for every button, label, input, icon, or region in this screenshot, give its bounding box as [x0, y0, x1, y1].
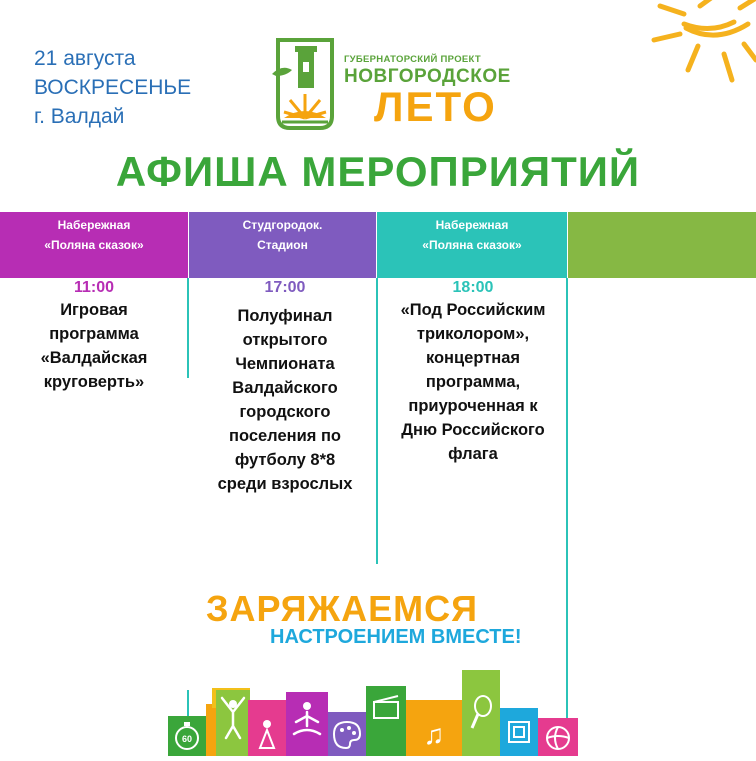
singer-icon: [248, 700, 286, 756]
venue-3-line1: Набережная: [435, 218, 509, 232]
event-column-1: [4, 278, 184, 394]
volleyball-icon: [538, 718, 578, 756]
venue-2-line2: Стадион: [257, 238, 308, 252]
clapperboard-icon: [366, 686, 406, 756]
event-3-description: [382, 298, 564, 466]
event-column-2: [194, 278, 376, 496]
column-divider: [566, 278, 568, 756]
tile-cinema: [366, 686, 406, 756]
event-1-description: [4, 298, 184, 394]
event-weekday: ВОСКРЕСЕНЬЕ: [34, 76, 192, 99]
desc-line: «Под Российским: [400, 301, 546, 319]
slogan-line2: НАСТРОЕНИЕМ ВМЕСТЕ!: [270, 626, 522, 648]
event-1-time: 11:00: [73, 279, 115, 296]
tile-music: [406, 700, 462, 756]
tennis-racket-icon: [462, 670, 500, 756]
desc-line: поселения по: [229, 427, 341, 445]
desc-line: флага: [448, 445, 498, 463]
desc-line: Валдайского: [232, 379, 338, 397]
column-divider: [376, 278, 378, 564]
picture-frame-icon: [500, 708, 538, 756]
desc-line: городского: [239, 403, 331, 421]
tile-palette: [328, 712, 366, 756]
venue-header-2: [189, 212, 376, 278]
decorative-header-band: [568, 212, 756, 278]
page-title: АФИША МЕРОПРИЯТИЙ: [115, 148, 641, 195]
tile-frame: [500, 708, 538, 756]
venue-2-line1: Студгородок.: [242, 218, 323, 232]
desc-line: программа,: [425, 373, 521, 391]
tile-racket: [462, 670, 500, 756]
desc-line: Дню Российского: [401, 421, 545, 439]
tile-pink: [248, 700, 286, 756]
event-city: г. Валдай: [34, 105, 125, 128]
venue-header-1: [0, 212, 188, 278]
event-3-time: 18:00: [452, 279, 494, 296]
novgorod-summer-logo: [268, 36, 511, 132]
tile-ball: [538, 718, 578, 756]
desc-line: Игровая: [60, 301, 128, 319]
venue-3-line2: «Поляна сказок»: [422, 238, 522, 252]
logo-name-line2: ЛЕТО: [374, 83, 497, 130]
tile-yoga: [286, 692, 328, 756]
column-divider: [187, 278, 189, 378]
sun-icon: [640, 0, 756, 100]
desc-line: программа: [49, 325, 139, 343]
music-note-icon: ♫: [423, 719, 445, 750]
event-column-3: [382, 278, 564, 466]
stopwatch-label: 60: [181, 734, 193, 744]
logo-subtitle: ГУБЕРНАТОРСКИЙ ПРОЕКТ: [344, 54, 481, 65]
slogan-line1: ЗАРЯЖАЕМСЯ: [206, 588, 478, 629]
logo-name-line1: НОВГОРОДСКОЕ: [344, 66, 511, 87]
desc-line: приуроченная к: [408, 397, 538, 415]
event-2-time: 17:00: [264, 279, 306, 296]
venue-1-line2: «Поляна сказок»: [44, 238, 144, 252]
desc-line: «Валдайская: [40, 349, 148, 367]
stopwatch-icon: [168, 716, 206, 756]
dancer-icon: [216, 690, 250, 756]
desc-line: среди взрослых: [217, 475, 353, 493]
yoga-icon: [286, 692, 328, 756]
venue-header-3: [377, 212, 567, 278]
event-date: 21 августа: [34, 47, 136, 70]
desc-line: футболу 8*8: [234, 451, 336, 469]
desc-line: Полуфинал: [237, 307, 333, 325]
desc-line: открытого: [242, 331, 328, 349]
desc-line: триколором»,: [416, 325, 530, 343]
event-2-description: [194, 304, 376, 496]
tile-stopwatch: [168, 716, 206, 756]
desc-line: Чемпионата: [235, 355, 335, 373]
desc-line: концертная: [425, 349, 521, 367]
palette-icon: [328, 712, 366, 756]
date-block: [34, 44, 191, 131]
desc-line: круговерть»: [43, 373, 145, 391]
venue-1-line1: Набережная: [57, 218, 131, 232]
tile-dance: [216, 690, 250, 756]
